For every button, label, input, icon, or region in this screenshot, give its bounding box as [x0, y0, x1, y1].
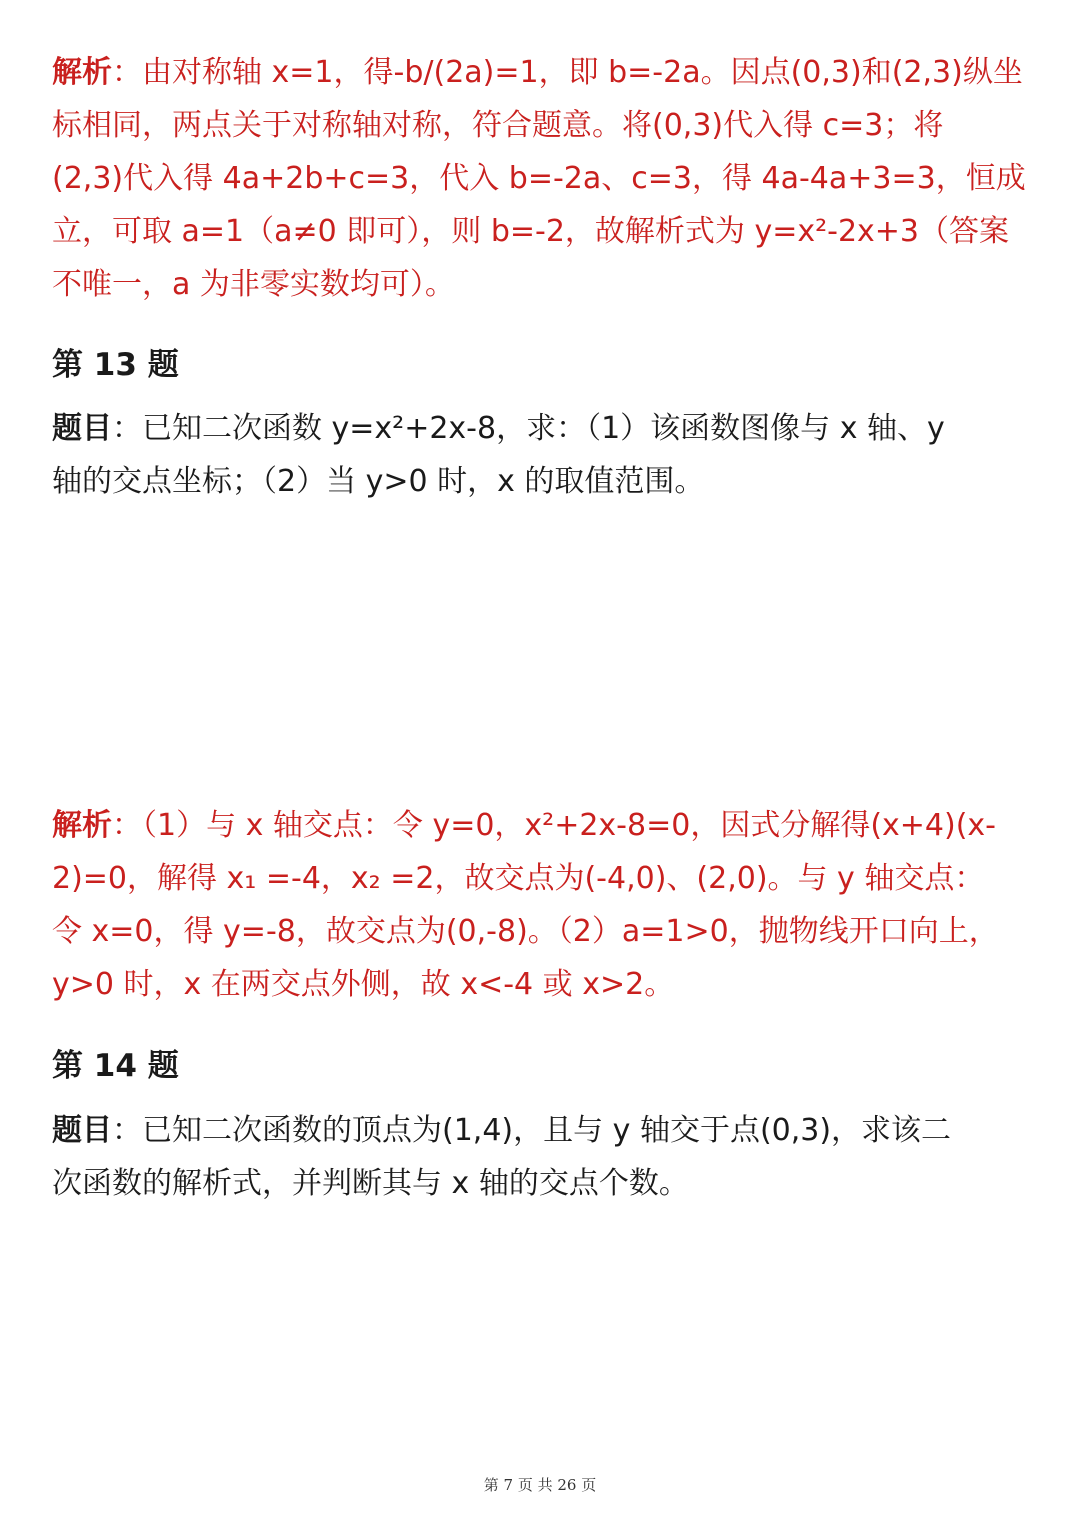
analysis-13-line-3: 令 x=0，得 y=-8，故交点为(0,-8)。（2）a=1>0，抛物线开口向上，	[52, 914, 999, 949]
analysis-13-label: 解析	[52, 808, 112, 843]
analysis-12-line-4: 立，可取 a=1（a≠0 即可），则 b=-2，故解析式为 y=x²-2x+3（答案	[52, 214, 1010, 249]
analysis-12-line-1: 解析：由对称轴 x=1，得-b/(2a)=1，即 b=-2a。因点(0,3)和(2,3)纵坐	[52, 55, 1023, 90]
question-13-line-1: 题目：已知二次函数 y=x²+2x-8，求：（1）该函数图像与 x 轴、y	[52, 411, 945, 446]
question-14	[52, 1104, 1037, 1210]
question-13	[52, 402, 1037, 508]
analysis-12	[52, 46, 1037, 311]
page-number-footer: 第 7 页 共 26 页	[483, 1476, 597, 1494]
question-13-heading: 第 13 题	[52, 347, 179, 383]
analysis-13-line-2: 2)=0，解得 x₁ =-4，x₂ =2，故交点为(-4,0)、(2,0)。与 y 轴交点：	[52, 861, 985, 896]
analysis-13	[52, 799, 1037, 1011]
analysis-12-line-2: 标相同，两点关于对称轴对称，符合题意。将(0,3)代入得 c=3；将	[52, 108, 944, 143]
analysis-12-label: 解析	[52, 55, 112, 90]
question-14-label: 题目	[52, 1113, 112, 1148]
question-14-line-1: 题目：已知二次函数的顶点为(1,4)，且与 y 轴交于点(0,3)，求该二	[52, 1113, 952, 1148]
question-13-label: 题目	[52, 411, 112, 446]
question-13-line-2: 轴的交点坐标；（2）当 y>0 时，x 的取值范围。	[52, 464, 705, 499]
analysis-13-line-4: y>0 时，x 在两交点外侧，故 x<-4 或 x>2。	[52, 967, 675, 1002]
question-14-line-2: 次函数的解析式，并判断其与 x 轴的交点个数。	[52, 1166, 689, 1201]
question-14-heading: 第 14 题	[52, 1048, 179, 1084]
analysis-12-line-5: 不唯一，a 为非零实数均可）。	[52, 267, 455, 302]
analysis-12-line-3: (2,3)代入得 4a+2b+c=3，代入 b=-2a、c=3，得 4a-4a+3=3，恒成	[52, 161, 1026, 196]
analysis-13-line-1: 解析：（1）与 x 轴交点：令 y=0，x²+2x-8=0，因式分解得(x+4)(x-	[52, 808, 996, 843]
